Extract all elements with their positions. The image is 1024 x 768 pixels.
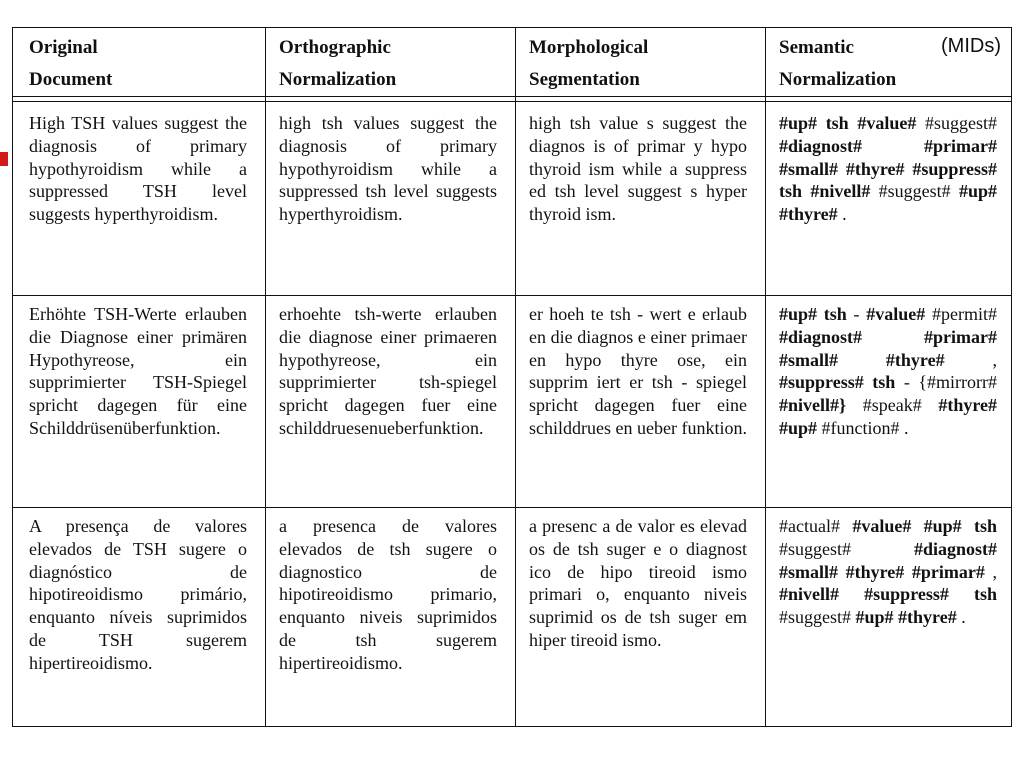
cell-morphological-en: high tsh value s suggest the diagnos is of primar y hypo thyroid ism while a suppress ed tsh level suggest s hyper thyroid ism. [529,113,747,225]
row-divider [13,295,1011,296]
semantic-token: . [904,417,909,438]
semantic-token: #thyre# [845,561,905,582]
column-divider [265,28,266,726]
cell-original-pt: A presença de valores elevados de TSH sugere o diagnóstico de hipotireoidismo primário, enquanto níveis suprimidos de TSH sugerem hipertireoidismo. [29,516,247,673]
slide-marker [0,152,8,166]
cell-morphological-pt: a presenc a de valor es elevad os de tsh suger e o diagnost ico de hipo tireoid ismo primari o, enquanto niveis suprimid os de tsh suger em hiper tireoid ismo. [529,516,747,650]
semantic-token: #up# [779,304,818,324]
semantic-token: #suppress# [779,372,864,393]
semantic-token: #function# [821,417,900,438]
semantic-token: #nivell#} [779,395,847,416]
semantic-token: , [992,561,997,582]
semantic-token: #up# [779,417,818,438]
header-semantic-normalization: Semantic Normalization [779,37,897,90]
semantic-token: #small# [779,561,839,582]
semantic-token: #primar# [911,561,985,582]
semantic-token: #actual# [779,516,840,536]
table-header [13,28,1011,97]
semantic-token: #nivell# [779,584,840,605]
cell-semantic-en [779,112,997,226]
semantic-token: #suggest# [779,538,851,559]
header-original-document: Original Document [29,37,113,90]
semantic-token: #suggest# [779,607,851,628]
cell-orthographic-en: high tsh values suggest the diagnosis of primary hypothyroidism while a suppressed tsh level suggests hyperthyroidism. [279,113,497,225]
cell-orthographic-pt: a presenca de valores elevados de tsh sugere o diagnostico de hipotireoidismo primario, enquanto niveis suprimidos de tsh sugerem hipertireoidismo. [279,516,497,673]
semantic-token: #primar# [924,135,997,156]
row-divider [13,507,1011,508]
semantic-token: . [842,204,847,225]
semantic-token: #suppress# [912,158,998,179]
semantic-token: #suppress# [864,584,949,605]
semantic-token: #suggest# [878,181,951,202]
semantic-token: #diagnost# [779,135,863,156]
semantic-token: #up# [923,516,962,536]
semantic-token: #up# [958,181,997,202]
semantic-token: #thyre# [779,204,838,225]
header-separator [13,97,1011,102]
header-orthographic-normalization: Orthographic Normalization [279,37,397,90]
semantic-token: tsh [823,304,847,324]
semantic-token: #small# [779,349,839,370]
semantic-token: #up# [855,607,894,628]
semantic-token: - [903,372,910,393]
semantic-token: #suggest# [925,113,998,133]
semantic-token: - [853,304,860,324]
comparison-table [12,27,1012,727]
semantic-token: #value# [857,113,917,133]
semantic-token: tsh [974,584,998,605]
semantic-token: , [992,349,997,370]
cell-semantic-de [779,303,997,440]
cell-original-de: Erhöhte TSH-Werte erlauben die Diagnose einer primären Hypothyreose, ein supprimierter TSH-Spiegel spricht dagegen für eine Schilddrüsenüberfunktion. [29,304,247,438]
semantic-token: #diagnost# [779,326,863,347]
header-morphological-segmentation: Morphological Segmentation [529,37,649,90]
semantic-token: #thyre# [898,607,957,628]
semantic-token: tsh [779,181,803,202]
cell-orthographic-de: erhoehte tsh-werte erlauben die diagnose einer primaeren hypothyreose, ein supprimierter tsh-spiegel spricht dagegen fuer eine schilddruesenueberfunktion. [279,304,497,438]
semantic-token: #up# [779,113,818,133]
semantic-token: #nivell# [810,181,871,202]
semantic-token: #thyre# [845,158,905,179]
semantic-token: #diagnost# [913,538,997,559]
semantic-token: #speak# [862,395,922,416]
semantic-token: #value# [852,516,912,536]
semantic-token: tsh [872,372,896,393]
semantic-token: tsh [825,113,849,133]
cell-morphological-de: er hoeh te tsh - wert e erlaub en die diagnos e einer primaer en hypo thyre ose, ein supprim iert er tsh - spiegel spricht dagegen fuer eine schilddrues en ueber funktion. [529,304,747,438]
cell-original-en: High TSH values suggest the diagnosis of primary hypothyroidism while a suppressed TSH level suggests hyperthyroidism. [29,113,247,225]
semantic-token: . [961,607,966,628]
semantic-token: {#mirrorr# [918,372,998,393]
semantic-token: #thyre# [938,395,998,416]
column-divider [515,28,516,726]
semantic-token: #small# [779,158,839,179]
semantic-token: tsh [974,516,998,536]
semantic-token: #permit# [932,304,997,324]
semantic-token: #value# [866,304,926,324]
semantic-token: #thyre# [885,349,945,370]
semantic-token: #primar# [924,326,997,347]
header-mids-note: (MIDs) [941,35,1001,57]
cell-semantic-pt [779,515,997,629]
column-divider [765,28,766,726]
